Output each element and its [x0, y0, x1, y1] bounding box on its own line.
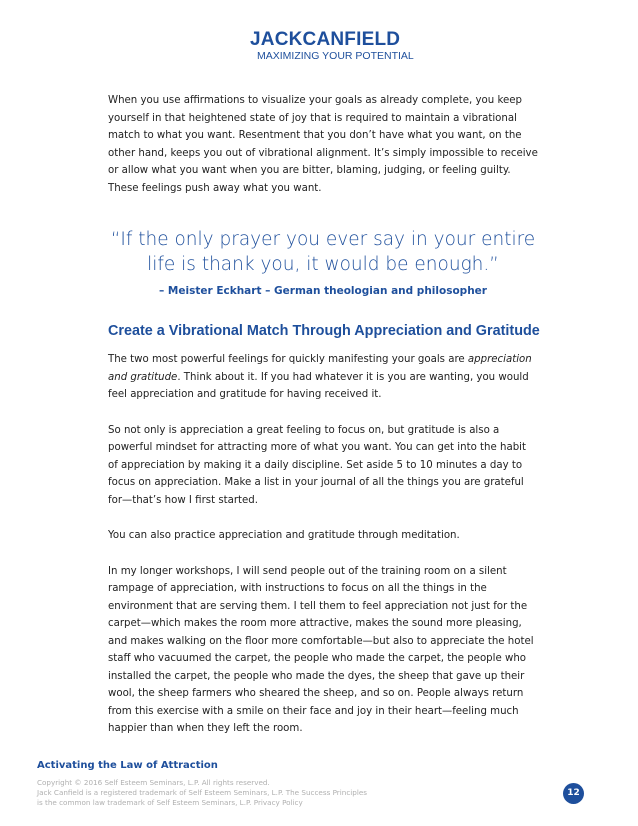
emphasis-text: appreciation and gratitude — [108, 354, 532, 383]
pull-quote: “If the only prayer you ever say in your entire life is thank you, it would be enough.” — [110, 229, 536, 275]
section-paragraph-4: In my longer workshops, I will send people out of the training room on a silent rampage of appreciation, with instructions to focus on all the things in the environment that are serving them. I tell them to feel appreciation not just for the carpet—which makes the room more attractive, makes the sound more pleasing, and makes walking on the floor more comfortable—but also to appreciate the hotel staff who vacuumed the carpet, the people who made the carpet, the people who installed the carpet, the people who made the dyes, the sheep that gave up their wool, the sheep farmers who sheared the sheep, and so on. People always return from this exercise with a smile on their face and joy in their heart—feeling much happier than when they left the room. — [108, 565, 534, 734]
paragraph-text: The two most powerful feelings for quickly manifesting your goals are — [108, 354, 468, 365]
page-content — [108, 92, 538, 756]
section-paragraph-1 — [108, 351, 538, 404]
quote-attribution: – Meister Eckhart – German theologian and philosopher — [159, 285, 487, 297]
trademark-text: is the common law trademark of Self Esteem Seminars, L.P. Privacy Policy — [37, 798, 303, 807]
logo-subtitle: MAXIMIZING YOUR POTENTIAL — [257, 50, 414, 62]
footer-legal — [37, 778, 367, 808]
logo-title: JACKCANFIELD — [250, 29, 401, 50]
section-heading: Create a Vibrational Match Through Appreciation and Gratitude — [108, 323, 540, 339]
section-paragraph-2: So not only is appreciation a great feeling to focus on, but gratitude is also a powerful mindset for attracting more of what you want. You can get into the habit of appreciation by making it a daily discipline. Set aside 5 to 10 minutes a day to focus on appreciation. Make a list in your journal of all the things you are grateful for—that’s how I first started. — [108, 424, 526, 506]
copyright-text: Copyright © 2016 Self Esteem Seminars, L.P. All rights reserved. — [37, 778, 270, 787]
section-paragraph-3: You can also practice appreciation and gratitude through meditation. — [108, 530, 460, 541]
paragraph-text: . Think about it. If you had whatever it is you are wanting, you would feel appreciation and gratitude for having received it. — [108, 371, 529, 400]
footer-title: Activating the Law of Attraction — [37, 760, 218, 771]
page-number-badge: 12 — [563, 783, 584, 804]
brand-logo — [250, 30, 414, 62]
trademark-text: Jack Canfield is a registered trademark of Self Esteem Seminars, L.P. The Success Principles — [37, 788, 367, 797]
intro-paragraph: When you use affirmations to visualize your goals as already complete, you keep yourself in that heightened state of joy that is required to maintain a vibrational match to what you want. Resentment that you don’t have what you want, on the other hand, keeps you out of vibrational alignment. It’s simply impossible to receive or allow what you want when you are bitter, blaming, judging, or feeling guilty. These feelings push away what you want. — [108, 95, 538, 194]
